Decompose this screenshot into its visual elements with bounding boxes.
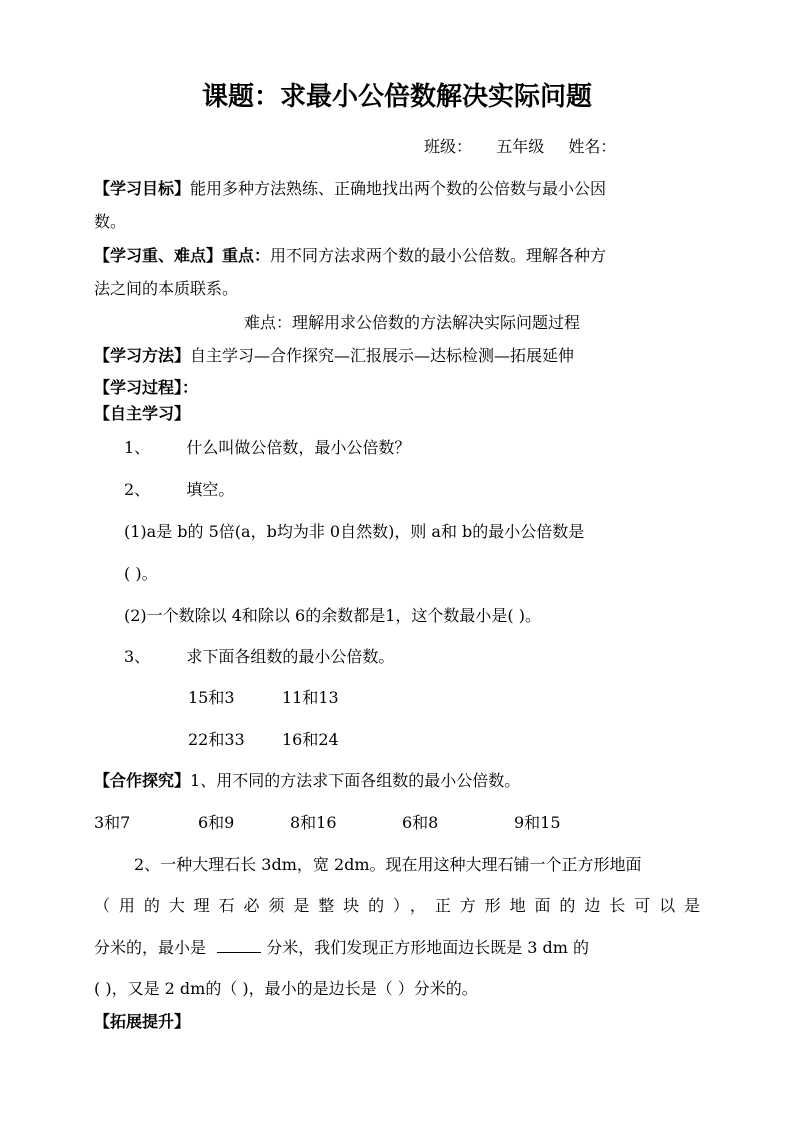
coop-pair-1: 3和7	[94, 813, 131, 832]
q2-text: 填空。	[186, 480, 235, 499]
q2a-line-1: (1)a是 b的 5倍(a，b均为非 0自然数)，则 a和 b的最小公倍数是	[124, 522, 585, 541]
pair-row-2-a: 22和33	[188, 730, 245, 749]
coop-q2-line-2: （用的大理石必须是整块的），正方形地面的边长可以是	[94, 896, 700, 915]
coop-pair-4: 6和8	[402, 813, 439, 832]
question-3	[124, 647, 394, 667]
pair-row-1-a: 15和3	[188, 688, 235, 707]
coop-q2-line-3b: 分米，我们发现正方形地面边长既是 3 dm 的	[266, 938, 590, 957]
page-title: 课题：求最小公倍数解决实际问题	[201, 82, 592, 112]
q2a-line-2: ( )。	[124, 564, 158, 583]
cooperate-section	[94, 771, 520, 791]
q1-text: 什么叫做公倍数，最小公倍数？	[186, 438, 411, 457]
q2-number: 2、	[124, 480, 151, 499]
cooperate-label: 【合作探究】	[94, 771, 191, 790]
learning-method	[94, 346, 574, 366]
q2b-line: (2)一个数除以 4和除以 6的余数都是1，这个数最小是( )。	[124, 606, 541, 625]
q3-text: 求下面各组数的最小公倍数。	[186, 647, 395, 666]
class-label: 班级：	[424, 137, 473, 156]
keypoints-label: 【学习重、难点】	[94, 246, 223, 265]
coop-q2-line-4: ( )，又是 2 dm的（ )，最小的是边长是（ ）分米的。	[94, 979, 478, 998]
extend-label: 【拓展提升】	[94, 1012, 191, 1031]
class-value: 五年级	[496, 137, 545, 156]
self-study-label: 【自主学习】	[94, 404, 191, 423]
pair-row-1-b: 11和13	[282, 688, 339, 707]
answer-blank[interactable]	[217, 938, 261, 953]
goal-text-1: 能用多种方法熟练、正确地找出两个数的公倍数与最小公因	[190, 179, 607, 198]
goal-text-2: 数。	[94, 212, 127, 231]
process-label: 【学习过程】：	[94, 378, 199, 397]
key-text-1: 用不同方法求两个数的最小公倍数。理解各种方	[270, 246, 607, 265]
key-points	[94, 246, 606, 266]
question-1	[124, 438, 410, 458]
method-label: 【学习方法】	[94, 346, 191, 365]
pair-row-2-b: 16和24	[282, 730, 339, 749]
question-2	[124, 480, 234, 500]
coop-pair-3: 8和16	[290, 813, 337, 832]
coop-pair-2: 6和9	[198, 813, 235, 832]
key-text-2: 法之间的本质联系。	[94, 279, 239, 298]
coop-q2-line-3	[94, 938, 589, 958]
class-name-header	[424, 137, 616, 157]
coop-q2-line-1: 2、一种大理石长 3dm，宽 2dm。现在用这种大理石铺一个正方形地面	[134, 855, 642, 874]
coop-pair-5: 9和15	[514, 813, 561, 832]
goal-label: 【学习目标】	[94, 179, 191, 198]
q3-number: 3、	[124, 647, 151, 666]
learning-goal	[94, 179, 606, 199]
coop-q2-line-3a: 分米的，最小是	[94, 938, 207, 957]
difficulty-text: 难点：理解用求公倍数的方法解决实际问题过程	[244, 313, 581, 332]
name-label: 姓名：	[568, 137, 617, 156]
key-label: 重点：	[222, 246, 271, 265]
method-text: 自主学习—合作探究—汇报展示—达标检测—拓展延伸	[190, 346, 575, 365]
q1-number: 1、	[124, 438, 151, 457]
cooperate-q1: 1、用不同的方法求下面各组数的最小公倍数。	[190, 771, 521, 790]
